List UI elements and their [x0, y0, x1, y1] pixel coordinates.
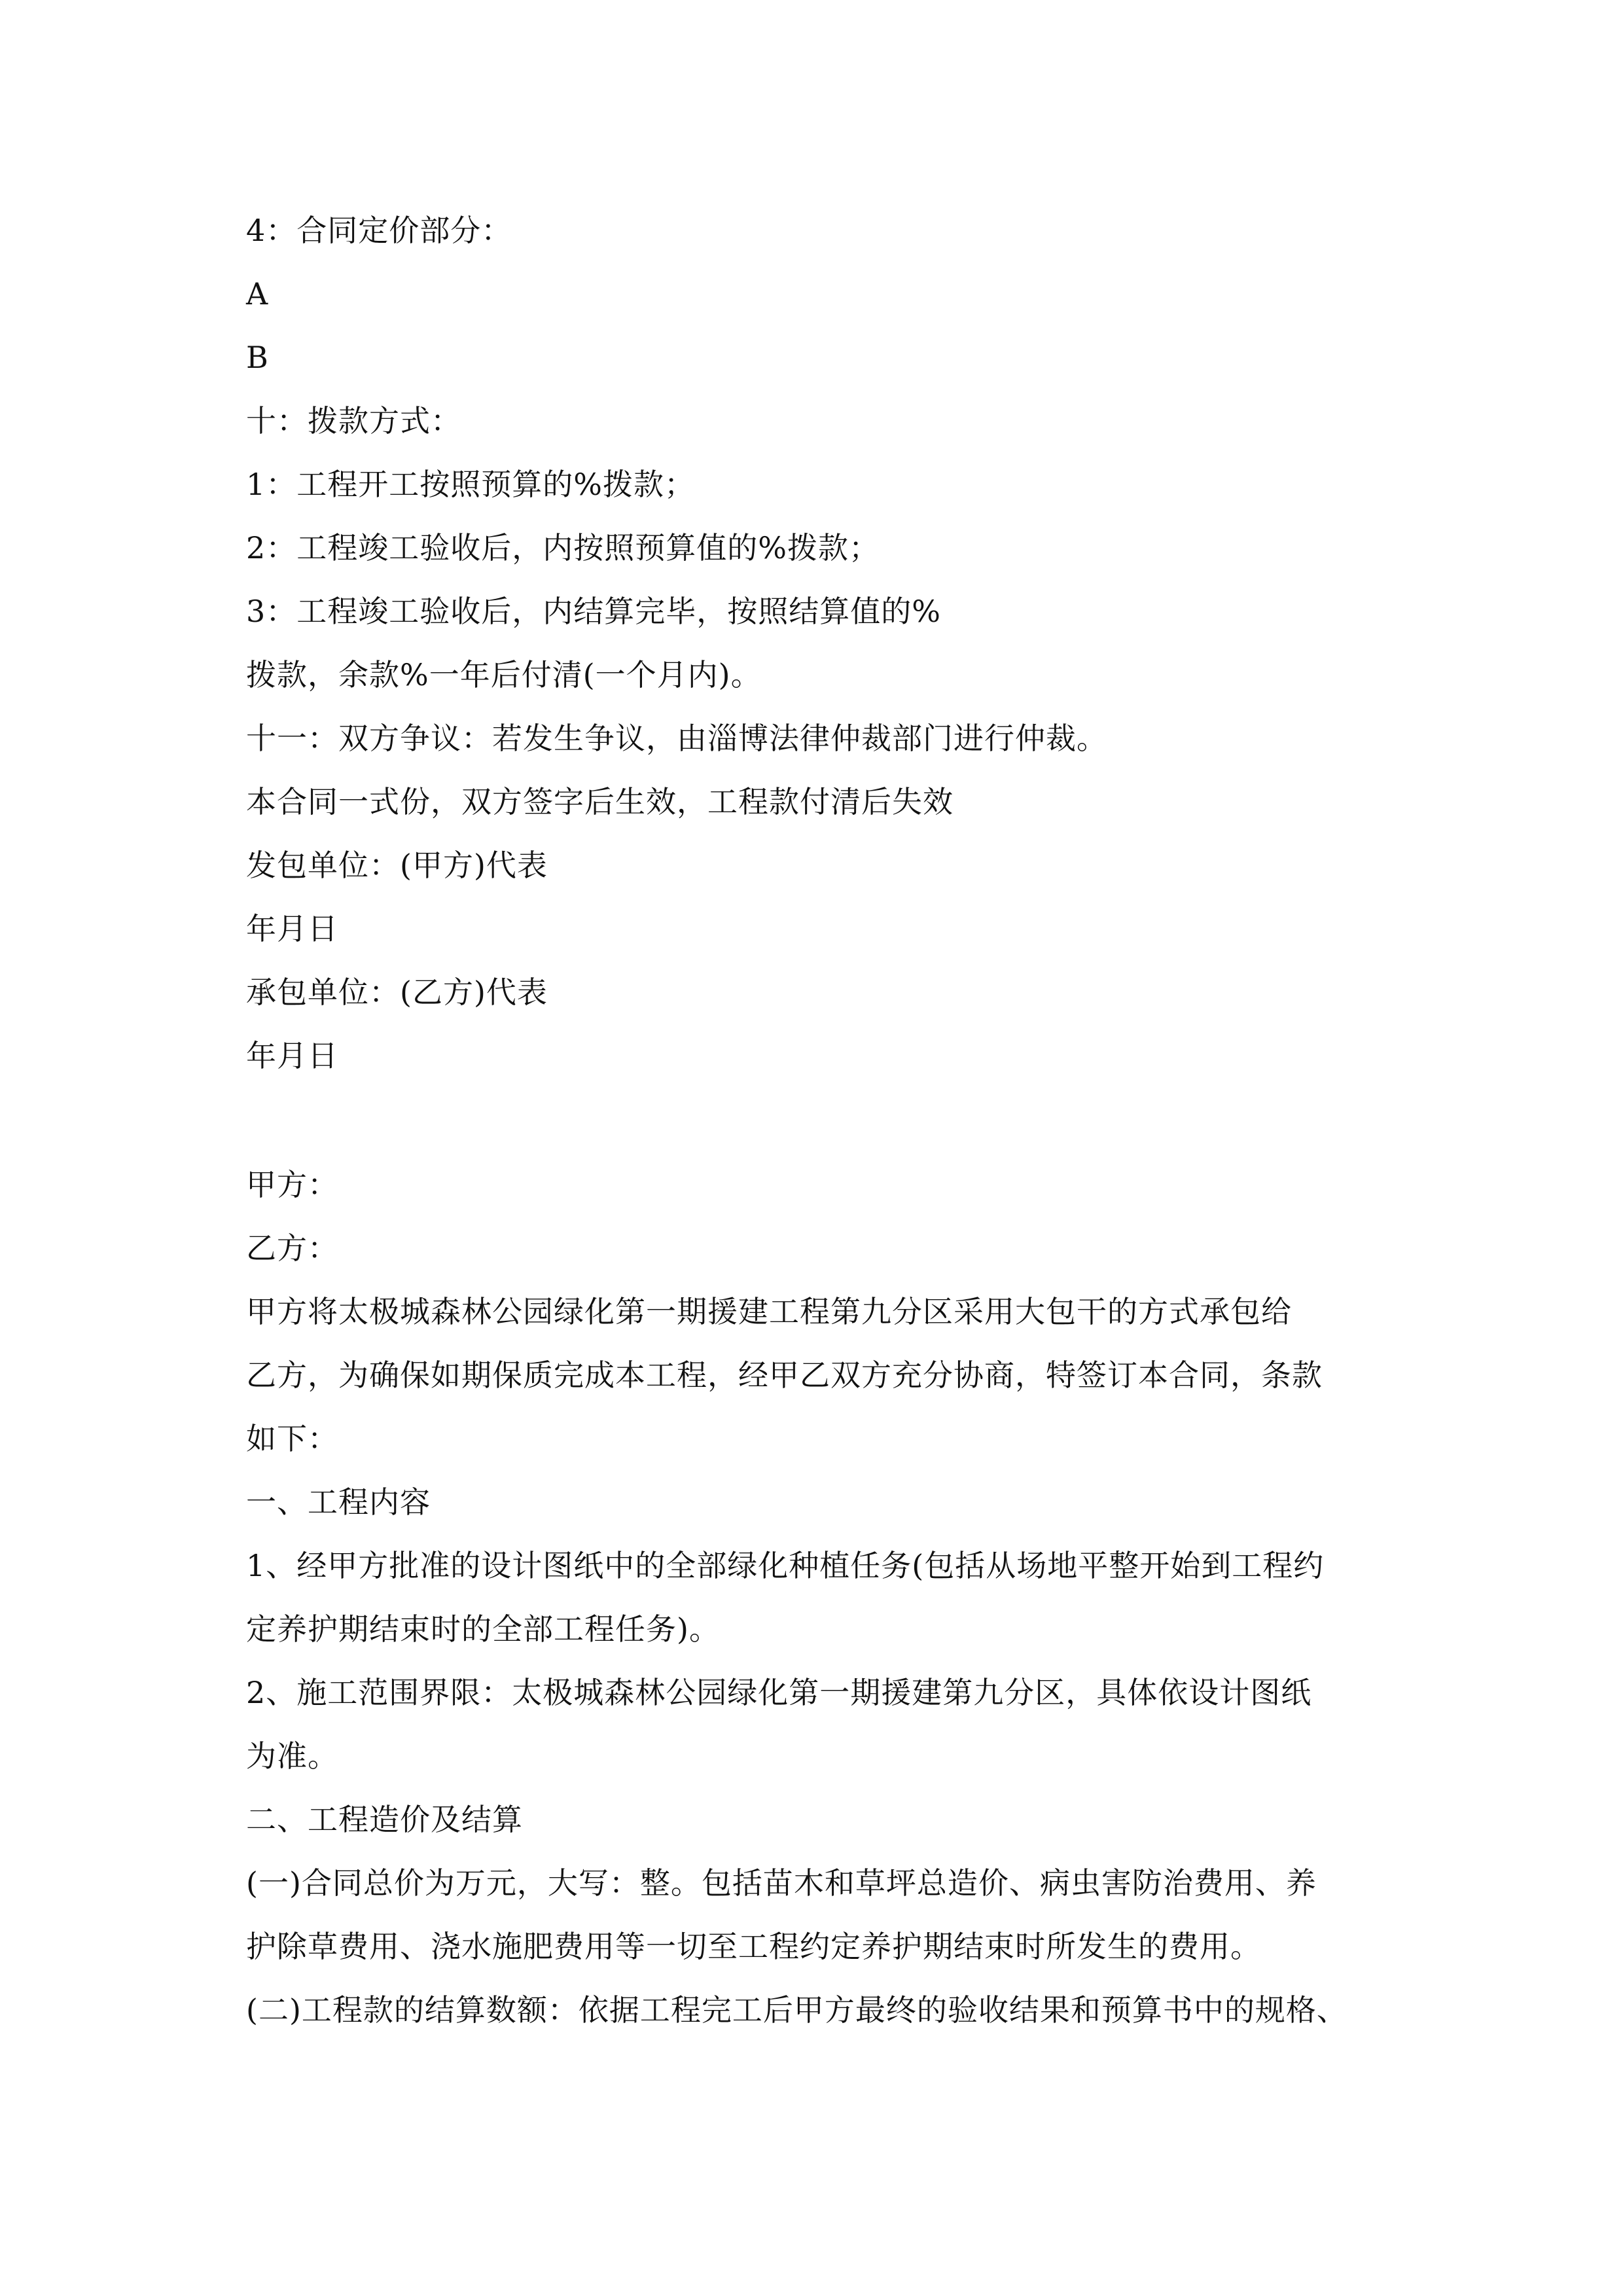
text-line: 年月日 — [246, 911, 338, 946]
text-line: B — [246, 340, 269, 375]
text-line: (一)合同总价为万元，大写：整。包括苗木和草坪总造价、病虫害防治费用、养 — [246, 1865, 1317, 1901]
text-line: 甲方将太极城森林公园绿化第一期援建工程第九分区采用大包干的方式承包给 — [246, 1294, 1292, 1329]
text-line: 3：工程竣工验收后，内结算完毕，按照结算值的% — [246, 594, 941, 629]
text-line: 一、工程内容 — [246, 1484, 431, 1520]
text-line: 乙方： — [246, 1230, 338, 1266]
text-line: 4：合同定价部分： — [246, 213, 512, 248]
text-line: 如下： — [246, 1421, 338, 1456]
text-line: 甲方： — [246, 1167, 338, 1202]
text-line: 年月日 — [246, 1038, 338, 1073]
text-line: 拨款，余款%一年后付清(一个月内)。 — [246, 657, 762, 692]
text-line: (二)工程款的结算数额：依据工程完工后甲方最终的验收结果和预算书中的规格、 — [246, 1992, 1347, 2028]
text-line: 2：工程竣工验收后，内按照预算值的%拨款； — [246, 530, 880, 565]
text-line: 定养护期结束时的全部工程任务)。 — [246, 1611, 720, 1647]
text-line: 发包单位：(甲方)代表 — [246, 848, 548, 883]
text-line: 护除草费用、浇水施肥费用等一切至工程约定养护期结束时所发生的费用。 — [246, 1929, 1261, 1964]
text-line: 1：工程开工按照预算的%拨款； — [246, 467, 695, 502]
text-line: 十：拨款方式： — [246, 403, 461, 439]
text-line: 1、经甲方批准的设计图纸中的全部绿化种植任务(包括从场地平整开始到工程约 — [246, 1548, 1325, 1583]
text-line: 本合同一式份，双方签字后生效，工程款付清后失效 — [246, 784, 954, 819]
text-line: A — [246, 276, 269, 312]
text-line: 乙方，为确保如期保质完成本工程，经甲乙双方充分协商，特签订本合同，条款 — [246, 1357, 1323, 1393]
text-line: 2、施工范围界限：太极城森林公园绿化第一期援建第九分区，具体依设计图纸 — [246, 1675, 1312, 1710]
text-line: 二、工程造价及结算 — [246, 1802, 523, 1837]
text-line: 承包单位：(乙方)代表 — [246, 975, 548, 1010]
text-line: 为准。 — [246, 1738, 338, 1774]
text-line: 十一：双方争议：若发生争议，由淄博法律仲裁部门进行仲裁。 — [246, 721, 1107, 756]
